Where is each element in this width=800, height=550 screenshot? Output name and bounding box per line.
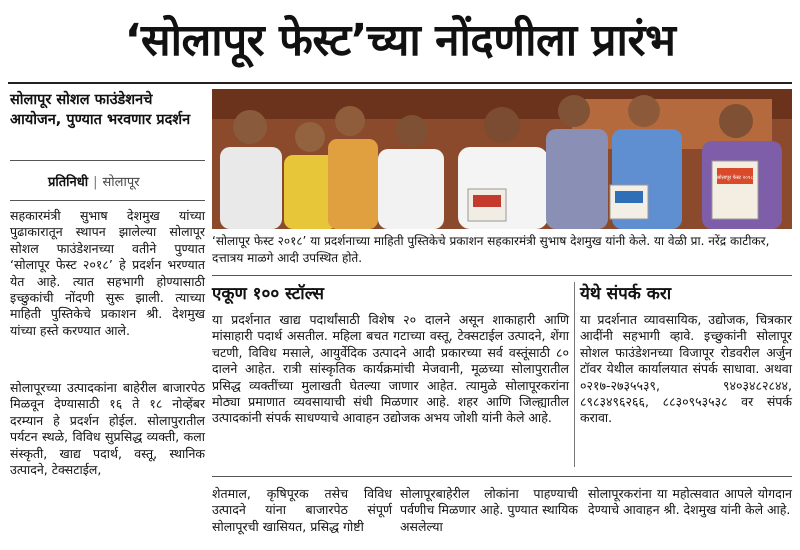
subheadline-rule <box>10 160 205 161</box>
bottom-column-1: शेतमाल, कृषिपूरक तसेच विविध उत्पादने यांना बाजारपेठ संपूर्ण सोलापूरची खासियत, प्रसिद्ध गोष्टी <box>212 486 392 534</box>
section-contact-body: या प्रदर्शनात व्यावसायिक, उद्योजक, चित्रकार आदींनी सहभागी व्हावे. इच्छुकांनी सोलापूर सोशल फाउंडेशनच्या विजापूर रोडवरील अर्जुन टॉवर येथील कार्यालयात संपर्क साधावा. अथवा ०२१७-२७३५५३९, ९४०३४८२८४४, ८९८३४९६२६६, ८८३०९५३५३८ वर संपर्क करावा. <box>580 312 792 426</box>
booklet-3 <box>712 161 758 219</box>
intro-paragraph-1: सहकारमंत्री सुभाष देशमुख यांच्या पुढाकारातून स्थापन झालेल्या सोलापूर सोशल फाउंडेशनच्या वतीने पुण्यात ‘सोलापूर फेस्ट २०१८’ हे प्रदर्शन भरण्यात येत आहे. त्यात सहभागी होण्यासाठी इच्छुकांची नोंदणी सुरू झाली. त्याच्या माहिती पुस्तिकेचे प्रकाशन श्री. देशमुख यांच्या हस्ते करण्यात आले. <box>10 208 205 338</box>
byline-author: प्रतिनिधी <box>48 175 89 190</box>
section-contact-heading: येथे संपर्क करा <box>580 284 672 304</box>
section-stalls-heading: एकूण १०० स्टॉल्स <box>212 284 325 304</box>
intro-paragraph-2: सोलापूरच्या उत्पादकांना बाहेरील बाजारपेठ मिळवून देण्यासाठी १६ ते १८ नोव्हेंबर दरम्यान हे प्रदर्शन होईल. सोलापुरातील पर्यटन स्थळे, विविध सुप्रसिद्ध व्यक्ती, कला संस्कृती, खाद्य पदार्थ, वस्तू, स्थानिक उत्पादने, टेक्सटाईल, <box>10 380 205 478</box>
photo-caption: ‘सोलापूर फेस्ट २०१८’ या प्रदर्शनाच्या माहिती पुस्तिकेचे प्रकाशन सहकारमंत्री सुभाष देशमुख यांनी केले. या वेळी प्रा. नरेंद्र काटीकर, दत्तात्रय माळगे आदी उपस्थित होते. <box>212 234 770 265</box>
subheadline: सोलापूर सोशल फाउंडेशनचे आयोजन, पुण्यात भरवणार प्रदर्शन <box>10 92 191 128</box>
headline-rule <box>8 82 792 84</box>
caption-rule <box>212 275 792 276</box>
byline-separator: | <box>93 175 98 190</box>
booklet-title: सोलापूर फेस्ट २०१८ <box>716 175 754 181</box>
byline-place: सोलापूर <box>102 175 140 190</box>
section-stalls-body: या प्रदर्शनात खाद्य पदार्थांसाठी विशेष २० दालने असून शाकाहारी आणि मांसाहारी पदार्थ असतील. महिला बचत गटाच्या वस्तू, टेक्सटाईल उत्पादने, शेंगा चटणी, विविध मसाले, आयुर्वेदिक उत्पादने आदी प्रकारच्या सर्व वस्तूंसाठी ८० दालने आहेत. रात्री सांस्कृतिक कार्यक्रमांची मेजवानी, मूळच्या सोलापुरातील प्रसिद्ध व्यक्तींच्या मुलाखती घेतल्या जाणार आहेत. त्यामुळे सोलापूरकरांना मोठ्या प्रमाणात व्यवसायाची संधी मिळणार आहे. शहर आणि जिल्ह्यातील उत्पादकांनी संपर्क साधण्याचे आवाहन उद्योजक अभय जोशी यांनी केले आहे. <box>212 312 569 426</box>
byline-rule <box>10 200 205 201</box>
headline: ‘सोलापूर फेस्ट’च्या नोंदणीला प्रारंभ <box>124 15 676 66</box>
bottom-column-2: सोलापूरबाहेरील लोकांना पाहण्याची पर्वणीच मिळणार आहे. पुण्यात स्थायिक असलेल्या <box>400 486 578 534</box>
byline <box>48 174 140 192</box>
bottom-column-3: सोलापूरकरांना या महोत्सवात आपले योगदान देण्याचे आवाहन श्री. देशमुख यांनी केले आहे. <box>588 486 792 518</box>
booklet-1 <box>468 189 506 221</box>
bottom-rule <box>212 476 792 477</box>
news-photo <box>212 89 792 229</box>
column-divider <box>574 282 575 467</box>
booklet-2 <box>610 185 648 219</box>
news-photo-illustration <box>212 89 792 229</box>
